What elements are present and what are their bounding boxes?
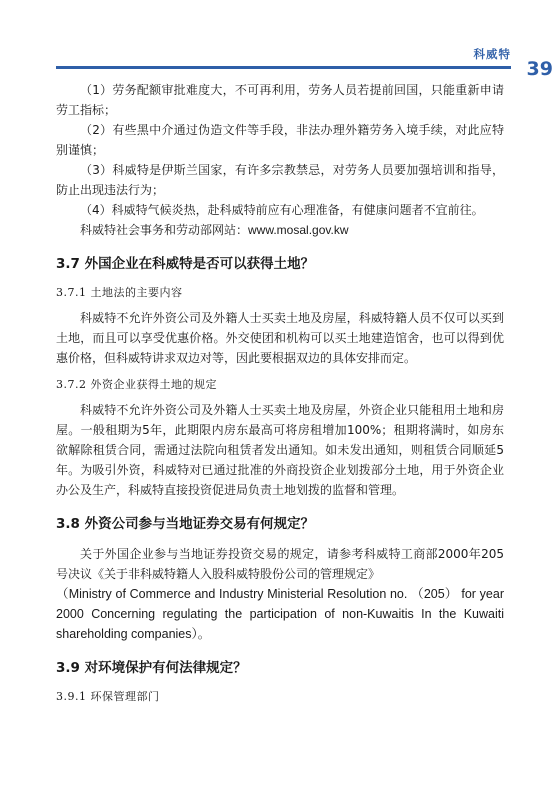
subsection-heading-3-7-2: 3.7.2 外资企业获得土地的规定	[56, 378, 217, 391]
list-item: （4）科威特气候炎热，赴科威特前应有心理准备，有健康问题者不宜前往。	[80, 203, 484, 217]
section-heading-3-8: 3.8 外资公司参与当地证券交易有何规定？	[56, 516, 315, 532]
running-header-title: 科威特	[473, 47, 511, 61]
section-heading-3-9: 3.9 对环境保护有何法律规定？	[56, 660, 247, 676]
paragraph-3-8: 关于外国企业参与当地证券投资交易的规定，请参考科威特工商部2000年205号决议《关于非科威特籍人入股科威特股份公司的管理规定》	[56, 547, 504, 581]
page-body	[56, 80, 504, 706]
website-line	[56, 220, 504, 240]
list-item: （2）有些黑中介通过伪造文件等手段，非法办理外籍劳务入境手续，对此应特别谨慎；	[56, 123, 504, 157]
paragraph-3-7-2: 科威特不允许外资公司及外籍人士买卖土地及房屋，外资企业只能租用土地和房屋。一般租期为5年，此期限内房东最高可将房租增加100%；租期将满时，如房东欲解除租赁合同，需通过法院向租赁者发出通知。如未发出通知，则租赁合同顺延5年。为吸引外资，科威特对已通过批准的外商投资企业划拨部分土地，用于外资企业办公及生产，科威特直接投资促进局负责土地划拨的监督和管理。	[56, 403, 504, 497]
subsection-heading-3-9-1: 3.9.1 环保管理部门	[56, 690, 160, 703]
page-header	[0, 0, 559, 80]
paragraph-3-8-english: （Ministry of Commerce and Industry Ministerial Resolution no. （205） for year 2000 Concerning regulating the participation of non-Kuwaitis In the Kuwaiti shareholding companies）。	[56, 587, 504, 641]
website-label: 科威特社会事务和劳动部网站：	[80, 223, 249, 237]
section-heading-3-7: 3.7 外国企业在科威特是否可以获得土地？	[56, 256, 315, 272]
page-number: 39	[526, 58, 553, 80]
list-item: （3）科威特是伊斯兰国家，有许多宗教禁忌，对劳务人员要加强培训和指导，防止出现违法行为；	[56, 163, 504, 197]
list-item: （1）劳务配额审批难度大，不可再利用，劳务人员若提前回国，只能重新申请劳工指标；	[56, 83, 504, 117]
website-url: www.mosal.gov.kw	[248, 223, 349, 237]
subsection-heading-3-7-1: 3.7.1 土地法的主要内容	[56, 286, 183, 299]
paragraph-3-7-1: 科威特不允许外资公司及外籍人士买卖土地及房屋，科威特籍人员不仅可以买到土地，而且可以享受优惠价格。外交使团和机构可以买土地建造馆舍，也可以得到优惠价格，但科威特讲求双边对等，因此要根据双边的具体安排而定。	[56, 311, 504, 365]
header-rule	[56, 66, 511, 69]
